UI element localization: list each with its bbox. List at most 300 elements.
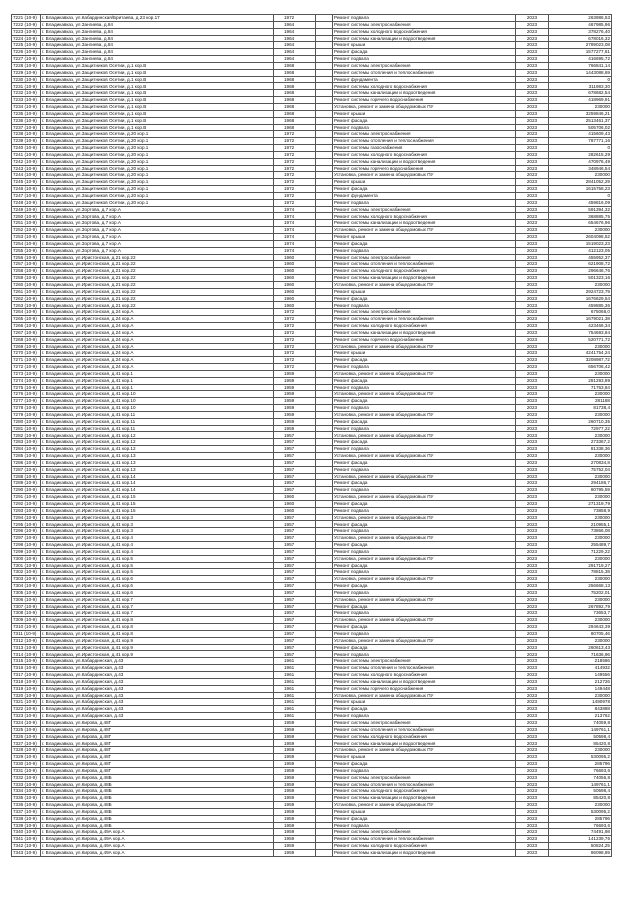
table-row: [12, 35, 612, 42]
work-type-cell: Ремонт подвала: [333, 610, 516, 617]
build-year-cell: 1960: [274, 500, 316, 507]
address-cell: г. Владикавказ, ул.Кирова, д.48Б: [41, 788, 274, 795]
plan-year-cell: 2023: [516, 384, 549, 391]
plan-year-cell: 2023: [516, 726, 549, 733]
cost-cell: 766841,14: [549, 62, 612, 69]
cost-cell: 787771,16: [549, 138, 612, 145]
address-cell: г. Владикавказ, ул.Кирова, д.49А кор.А: [41, 829, 274, 836]
build-year-cell: 1957: [274, 555, 316, 562]
plan-year-cell: 2023: [516, 692, 549, 699]
plan-year-cell: 2023: [516, 15, 549, 22]
cost-cell: 0: [549, 76, 612, 83]
table-row: [12, 261, 612, 268]
blank-cell: [316, 692, 333, 699]
build-year-cell: 1972: [274, 364, 316, 371]
work-type-cell: Ремонт фундамента: [333, 192, 516, 199]
work-type-cell: Ремонт системы холодного водоснабжения: [333, 213, 516, 220]
plan-year-cell: 2023: [516, 808, 549, 815]
blank-cell: [316, 494, 333, 501]
row-number: 7231 (10-9): [12, 83, 41, 90]
build-year-cell: 1959: [274, 760, 316, 767]
table-row: [12, 836, 612, 843]
address-cell: г. Владикавказ, ул.Иристонская, д.41 кор.1: [41, 384, 274, 391]
table-row: [12, 343, 612, 350]
table-row: [12, 15, 612, 22]
build-year-cell: 1959: [274, 384, 316, 391]
address-cell: г. Владикавказ, ул.Защитников Осетии, д.20 кор.1: [41, 199, 274, 206]
row-number: 7246 (10-9): [12, 186, 41, 193]
row-number: 7254 (10-9): [12, 240, 41, 247]
plan-year-cell: 2023: [516, 295, 549, 302]
address-cell: г. Владикавказ, ул.Иристонская, д.24 кор.А: [41, 329, 274, 336]
address-cell: г. Владикавказ, ул.Кабардинская/Бритаева, д.23 кор.17: [41, 15, 274, 22]
blank-cell: [316, 384, 333, 391]
work-type-cell: Ремонт фундамента: [333, 76, 516, 83]
row-number: 7337 (10-9): [12, 808, 41, 815]
table-row: [12, 418, 612, 425]
address-cell: г. Владикавказ, ул.Иристонская, д.41 кор.13: [41, 453, 274, 460]
work-type-cell: Ремонт крыши: [333, 699, 516, 706]
blank-cell: [316, 843, 333, 850]
cost-cell: 311983,30: [549, 83, 612, 90]
work-type-cell: Ремонт подвала: [333, 405, 516, 412]
plan-year-cell: 2023: [516, 624, 549, 631]
build-year-cell: 1961: [274, 672, 316, 679]
table-row: [12, 391, 612, 398]
table-row: [12, 138, 612, 145]
blank-cell: [316, 247, 333, 254]
row-number: 7229 (10-9): [12, 69, 41, 76]
work-type-cell: Ремонт системы электроснабжения: [333, 309, 516, 316]
address-cell: г. Владикавказ, ул.Зангиева, д.84: [41, 35, 274, 42]
table-row: [12, 97, 612, 104]
work-type-cell: Ремонт крыши: [333, 288, 516, 295]
row-number: 7224 (10-9): [12, 35, 41, 42]
table-row: [12, 555, 612, 562]
blank-cell: [316, 391, 333, 398]
table-row: [12, 21, 612, 28]
table-row: [12, 672, 612, 679]
work-type-cell: Ремонт фасада: [333, 706, 516, 713]
plan-year-cell: 2023: [516, 377, 549, 384]
row-number: 7294 (10-9): [12, 514, 41, 521]
row-number: 7289 (10-9): [12, 480, 41, 487]
table-row: [12, 699, 612, 706]
table-row: [12, 576, 612, 583]
work-type-cell: Ремонт системы холодного водоснабжения: [333, 151, 516, 158]
plan-year-cell: 2023: [516, 83, 549, 90]
plan-year-cell: 2023: [516, 446, 549, 453]
address-cell: г. Владикавказ, ул.Зортова, д.7 кор.А: [41, 247, 274, 254]
blank-cell: [316, 480, 333, 487]
plan-year-cell: 2023: [516, 487, 549, 494]
row-number: 7265 (10-9): [12, 316, 41, 323]
row-number: 7288 (10-9): [12, 473, 41, 480]
address-cell: г. Владикавказ, ул.Кирова, д.48Б: [41, 815, 274, 822]
work-type-cell: Ремонт системы горячего водоснабжения: [333, 336, 516, 343]
row-number: 7270 (10-9): [12, 350, 41, 357]
table-row: [12, 309, 612, 316]
plan-year-cell: 2023: [516, 268, 549, 275]
plan-year-cell: 2023: [516, 617, 549, 624]
address-cell: г. Владикавказ, ул.Защитников Осетии, д.1 кор.В: [41, 83, 274, 90]
plan-year-cell: 2023: [516, 733, 549, 740]
build-year-cell: 1972: [274, 145, 316, 152]
work-type-cell: Ремонт системы канализации и водоотведения: [333, 275, 516, 282]
address-cell: г. Владикавказ, ул.Защитников Осетии, д.20 кор.1: [41, 131, 274, 138]
work-type-cell: Ремонт системы канализации и водоотведения: [333, 90, 516, 97]
plan-year-cell: 2023: [516, 329, 549, 336]
plan-year-cell: 2023: [516, 35, 549, 42]
row-number: 7249 (10-9): [12, 206, 41, 213]
blank-cell: [316, 829, 333, 836]
address-cell: г. Владикавказ, ул.Иристонская, д.41 кор.7: [41, 610, 274, 617]
table-row: [12, 630, 612, 637]
table-row: [12, 425, 612, 432]
address-cell: г. Владикавказ, ул.Защитников Осетии, д.20 кор.1: [41, 138, 274, 145]
address-cell: г. Владикавказ, ул.Иристонская, д.41 кор.13: [41, 466, 274, 473]
table-row: [12, 678, 612, 685]
work-type-cell: Ремонт системы холодного водоснабжения: [333, 672, 516, 679]
address-cell: г. Владикавказ, ул.Защитников Осетии, д.20 кор.1: [41, 165, 274, 172]
work-type-cell: Установка, ремонт и замена общедомовых ПУ: [333, 692, 516, 699]
address-cell: г. Владикавказ, ул.Кирова, д.49А кор.А: [41, 849, 274, 856]
table-row: [12, 350, 612, 357]
plan-year-cell: 2023: [516, 439, 549, 446]
build-year-cell: 1959: [274, 747, 316, 754]
cost-cell: 81338,36: [549, 446, 612, 453]
plan-year-cell: 2023: [516, 370, 549, 377]
cost-cell: 1577277,61: [549, 49, 612, 56]
row-number: 7322 (10-9): [12, 706, 41, 713]
cost-cell: 270834,8: [549, 459, 612, 466]
table-body: [12, 15, 612, 857]
table-row: [12, 473, 612, 480]
cost-cell: 678682,54: [549, 90, 612, 97]
blank-cell: [316, 76, 333, 83]
row-number: 7317 (10-9): [12, 672, 41, 679]
plan-year-cell: 2023: [516, 849, 549, 856]
cost-cell: 230000: [549, 343, 612, 350]
blank-cell: [316, 767, 333, 774]
cost-cell: 81738,4: [549, 405, 612, 412]
address-cell: г. Владикавказ, ул.Иристонская, д.41 кор.14: [41, 487, 274, 494]
plan-year-cell: 2023: [516, 240, 549, 247]
build-year-cell: 1972: [274, 343, 316, 350]
build-year-cell: 1961: [274, 713, 316, 720]
row-number: 7223 (10-9): [12, 28, 41, 35]
work-type-cell: Ремонт крыши: [333, 350, 516, 357]
table-row: [12, 69, 612, 76]
plan-year-cell: 2023: [516, 158, 549, 165]
plan-year-cell: 2023: [516, 364, 549, 371]
table-row: [12, 329, 612, 336]
cost-cell: 501323,16: [549, 275, 612, 282]
blank-cell: [316, 808, 333, 815]
work-type-cell: Ремонт системы холодного водоснабжения: [333, 733, 516, 740]
table-row: [12, 637, 612, 644]
address-cell: г. Владикавказ, ул.Иристонская, д.24 кор.А: [41, 322, 274, 329]
address-cell: г. Владикавказ, ул.Зортова, д.7 кор.А: [41, 234, 274, 241]
table-row: [12, 733, 612, 740]
build-year-cell: 1960: [274, 507, 316, 514]
table-row: [12, 302, 612, 309]
cost-cell: 412123,05: [549, 247, 612, 254]
build-year-cell: 1959: [274, 391, 316, 398]
build-year-cell: 1974: [274, 213, 316, 220]
row-number: 7274 (10-9): [12, 377, 41, 384]
address-cell: г. Владикавказ, ул.Кирова, д.48Б: [41, 808, 274, 815]
table-row: [12, 165, 612, 172]
build-year-cell: 1957: [274, 480, 316, 487]
blank-cell: [316, 97, 333, 104]
build-year-cell: 1959: [274, 418, 316, 425]
work-type-cell: Ремонт системы электроснабжения: [333, 774, 516, 781]
blank-cell: [316, 21, 333, 28]
address-cell: г. Владикавказ, ул.Иристонская, д.41 кор.6: [41, 576, 274, 583]
cost-cell: 2513461,37: [549, 117, 612, 124]
row-number: 7326 (10-9): [12, 733, 41, 740]
table-row: [12, 706, 612, 713]
cost-cell: 230000: [549, 370, 612, 377]
build-year-cell: 1972: [274, 357, 316, 364]
table-row: [12, 145, 612, 152]
row-number: 7267 (10-9): [12, 329, 41, 336]
blank-cell: [316, 439, 333, 446]
blank-cell: [316, 726, 333, 733]
build-year-cell: 1957: [274, 630, 316, 637]
cost-cell: 282615,29: [549, 151, 612, 158]
row-number: 7312 (10-9): [12, 637, 41, 644]
work-type-cell: Ремонт подвала: [333, 822, 516, 829]
build-year-cell: 1959: [274, 733, 316, 740]
address-cell: г. Владикавказ, ул.Кабардинская, д.43: [41, 706, 274, 713]
row-number: 7296 (10-9): [12, 528, 41, 535]
row-number: 7235 (10-9): [12, 110, 41, 117]
row-number: 7313 (10-9): [12, 644, 41, 651]
cost-cell: 73858,9: [549, 507, 612, 514]
plan-year-cell: 2023: [516, 343, 549, 350]
cost-cell: 654676,96: [549, 220, 612, 227]
work-type-cell: Ремонт подвала: [333, 713, 516, 720]
address-cell: г. Владикавказ, ул.Иристонская, д.21 кор.22: [41, 288, 274, 295]
table-row: [12, 795, 612, 802]
blank-cell: [316, 548, 333, 555]
address-cell: г. Владикавказ, ул.Кирова, д.48Б: [41, 822, 274, 829]
address-cell: г. Владикавказ, ул.Кирова, д.48Г: [41, 767, 274, 774]
address-cell: г. Владикавказ, ул.Кирова, д.48Б: [41, 802, 274, 809]
address-cell: г. Владикавказ, ул.Кирова, д.48Г: [41, 733, 274, 740]
cost-cell: 505706,02: [549, 124, 612, 131]
build-year-cell: 1957: [274, 617, 316, 624]
cost-cell: 263986,53: [549, 15, 612, 22]
blank-cell: [316, 322, 333, 329]
build-year-cell: 1960: [274, 275, 316, 282]
work-type-cell: Ремонт подвала: [333, 15, 516, 22]
blank-cell: [316, 685, 333, 692]
cost-cell: 260710,35: [549, 418, 612, 425]
build-year-cell: 1974: [274, 240, 316, 247]
work-type-cell: Установка, ремонт и замена общедомовых ПУ: [333, 103, 516, 110]
plan-year-cell: 2023: [516, 76, 549, 83]
work-type-cell: Ремонт подвала: [333, 364, 516, 371]
blank-cell: [316, 781, 333, 788]
cost-cell: 50824,25: [549, 843, 612, 850]
table-row: [12, 740, 612, 747]
work-type-cell: Ремонт фасада: [333, 377, 516, 384]
plan-year-cell: 2023: [516, 336, 549, 343]
cost-cell: 294186,7: [549, 480, 612, 487]
build-year-cell: 1968: [274, 124, 316, 131]
address-cell: г. Владикавказ, ул.Иристонская, д.24 кор.А: [41, 350, 274, 357]
cost-cell: 230000: [549, 617, 612, 624]
work-type-cell: Ремонт подвала: [333, 247, 516, 254]
address-cell: г. Владикавказ, ул.Иристонская, д.24 кор.А: [41, 343, 274, 350]
row-number: 7333 (10-9): [12, 781, 41, 788]
table-row: [12, 28, 612, 35]
cost-cell: 348946,54: [549, 165, 612, 172]
work-type-cell: Ремонт системы канализации и водоотведения: [333, 158, 516, 165]
blank-cell: [316, 432, 333, 439]
plan-year-cell: 2023: [516, 548, 549, 555]
row-number: 7247 (10-9): [12, 192, 41, 199]
blank-cell: [316, 630, 333, 637]
plan-year-cell: 2023: [516, 719, 549, 726]
table-row: [12, 829, 612, 836]
build-year-cell: 1959: [274, 767, 316, 774]
blank-cell: [316, 672, 333, 679]
plan-year-cell: 2023: [516, 514, 549, 521]
cost-cell: 294643,39: [549, 624, 612, 631]
plan-year-cell: 2023: [516, 699, 549, 706]
table-row: [12, 247, 612, 254]
plan-year-cell: 2023: [516, 583, 549, 590]
plan-year-cell: 2023: [516, 179, 549, 186]
address-cell: г. Владикавказ, ул.Иристонская, д.21 кор.22: [41, 302, 274, 309]
row-number: 7250 (10-9): [12, 213, 41, 220]
blank-cell: [316, 213, 333, 220]
work-type-cell: Установка, ремонт и замена общедомовых ПУ: [333, 473, 516, 480]
build-year-cell: 1959: [274, 781, 316, 788]
table-row: [12, 822, 612, 829]
address-cell: г. Владикавказ, ул.Кабардинская, д.43: [41, 665, 274, 672]
table-row: [12, 507, 612, 514]
work-type-cell: Ремонт системы электроснабжения: [333, 21, 516, 28]
work-type-cell: Ремонт фасада: [333, 644, 516, 651]
build-year-cell: 1972: [274, 15, 316, 22]
cost-cell: 3259846,21: [549, 110, 612, 117]
row-number: 7297 (10-9): [12, 535, 41, 542]
work-type-cell: Ремонт системы холодного водоснабжения: [333, 268, 516, 275]
address-cell: г. Владикавказ, ул.Иристонская, д.41 кор.12: [41, 432, 274, 439]
row-number: 7287 (10-9): [12, 466, 41, 473]
blank-cell: [316, 364, 333, 371]
cost-cell: 273367,2: [549, 439, 612, 446]
address-cell: г. Владикавказ, ул.Иристонская, д.41 кор.9: [41, 644, 274, 651]
plan-year-cell: 2023: [516, 521, 549, 528]
blank-cell: [316, 398, 333, 405]
cost-cell: 530095,2: [549, 808, 612, 815]
build-year-cell: 1959: [274, 726, 316, 733]
build-year-cell: 1968: [274, 69, 316, 76]
cost-cell: 675068,0: [549, 309, 612, 316]
build-year-cell: 1959: [274, 843, 316, 850]
work-type-cell: Установка, ремонт и замена общедомовых ПУ: [333, 343, 516, 350]
work-type-cell: Установка, ремонт и замена общедомовых ПУ: [333, 411, 516, 418]
build-year-cell: 1961: [274, 678, 316, 685]
blank-cell: [316, 151, 333, 158]
work-type-cell: Ремонт подвала: [333, 569, 516, 576]
blank-cell: [316, 28, 333, 35]
table-row: [12, 336, 612, 343]
plan-year-cell: 2023: [516, 836, 549, 843]
row-number: 7311 (10-9): [12, 630, 41, 637]
table-row: [12, 42, 612, 49]
blank-cell: [316, 110, 333, 117]
cost-cell: 71636,96: [549, 651, 612, 658]
work-type-cell: Ремонт фасада: [333, 562, 516, 569]
blank-cell: [316, 309, 333, 316]
blank-cell: [316, 644, 333, 651]
work-type-cell: Ремонт системы электроснабжения: [333, 131, 516, 138]
address-cell: г. Владикавказ, ул.Иристонская, д.41 кор.4: [41, 541, 274, 548]
table-row: [12, 624, 612, 631]
address-cell: г. Владикавказ, ул.Зортова, д.7 кор.А: [41, 240, 274, 247]
build-year-cell: 1964: [274, 49, 316, 56]
blank-cell: [316, 500, 333, 507]
blank-cell: [316, 165, 333, 172]
row-number: 7321 (10-9): [12, 699, 41, 706]
work-type-cell: Ремонт крыши: [333, 754, 516, 761]
build-year-cell: 1957: [274, 569, 316, 576]
blank-cell: [316, 562, 333, 569]
row-number: 7285 (10-9): [12, 453, 41, 460]
row-number: 7280 (10-9): [12, 418, 41, 425]
cost-cell: 296646,76: [549, 268, 612, 275]
plan-year-cell: 2023: [516, 192, 549, 199]
plan-year-cell: 2023: [516, 535, 549, 542]
cost-cell: 2841052,29: [549, 179, 612, 186]
blank-cell: [316, 145, 333, 152]
cost-cell: 230000: [549, 473, 612, 480]
plan-year-cell: 2023: [516, 610, 549, 617]
row-number: 7227 (10-9): [12, 56, 41, 63]
table-row: [12, 62, 612, 69]
address-cell: г. Владикавказ, ул.Иристонская, д.41 кор.13: [41, 459, 274, 466]
blank-cell: [316, 678, 333, 685]
table-row: [12, 384, 612, 391]
row-number: 7310 (10-9): [12, 624, 41, 631]
cost-cell: 230000: [549, 555, 612, 562]
build-year-cell: 1957: [274, 603, 316, 610]
plan-year-cell: 2023: [516, 541, 549, 548]
build-year-cell: 1957: [274, 439, 316, 446]
work-type-cell: Ремонт подвала: [333, 589, 516, 596]
work-type-cell: Ремонт подвала: [333, 507, 516, 514]
plan-year-cell: 2023: [516, 637, 549, 644]
cost-cell: 74491,98: [549, 829, 612, 836]
address-cell: г. Владикавказ, ул.Иристонская, д.41 кор.11: [41, 425, 274, 432]
work-type-cell: Ремонт фасада: [333, 49, 516, 56]
row-number: 7271 (10-9): [12, 357, 41, 364]
plan-year-cell: 2023: [516, 357, 549, 364]
row-number: 7323 (10-9): [12, 713, 41, 720]
cost-cell: 80705,46: [549, 630, 612, 637]
row-number: 7257 (10-9): [12, 261, 41, 268]
cost-cell: 418969,91: [549, 97, 612, 104]
table-row: [12, 90, 612, 97]
build-year-cell: 1959: [274, 815, 316, 822]
